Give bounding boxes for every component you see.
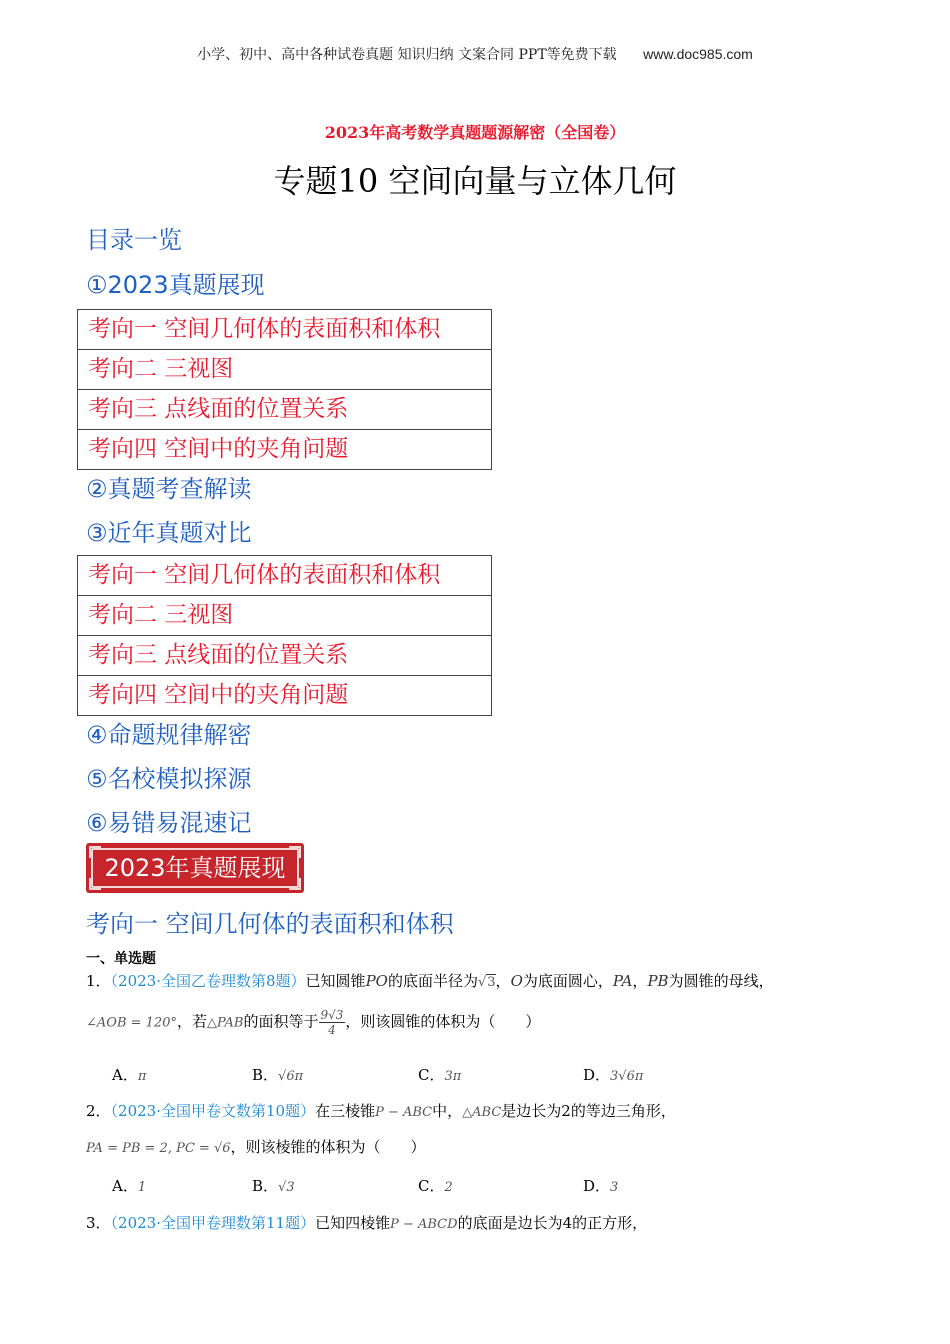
document-title: 专题10 空间向量与立体几何 [273,162,677,200]
question-source: （2023·全国甲卷文数第10题） [110,1102,316,1120]
question-text: ，若 [176,1012,207,1031]
header-text: 小学、初中、高中各种试卷真题 知识归纳 文案合同 PPT等免费下载 [197,47,617,63]
toc-part-2[interactable]: ②真题考查解读 [86,475,252,503]
option-d[interactable] [583,1064,643,1085]
toc-part-3[interactable]: ③近年真题对比 [86,519,252,547]
toc-part-1[interactable]: ①2023真题展现 [86,271,265,299]
math-expr: △PAB [206,1015,244,1031]
question-text: 在三棱锥 [315,1102,376,1120]
section-banner [86,843,304,893]
math-expr: △ABC [462,1105,502,1120]
option-value: √3 [278,1180,295,1195]
option-label: A． [112,1066,138,1084]
math-radicand: 3 [487,975,496,990]
option-c[interactable] [418,1175,453,1196]
question-text: 的底面半径为 [387,972,478,990]
question-source: （2023·全国乙卷理数第8题） [110,972,306,990]
fraction-denominator: 4 [328,1023,336,1037]
question-text: ， [632,972,648,990]
option-value: 2 [444,1180,453,1195]
question-text: 已知圆锥 [305,972,366,990]
option-a[interactable] [112,1064,146,1085]
math-expr: PB [647,972,669,990]
math-expr: √3 [477,975,496,990]
option-value: 3π [444,1069,462,1084]
question-text: 是边长为2的等边三角形， [501,1102,676,1120]
math-expr: PA = PB = 2, PC = √6 [86,1141,231,1156]
page-header [0,44,950,64]
question-text: ， [495,972,511,990]
math-expr: P − ABCD [390,1217,458,1232]
header-site-link[interactable]: www.doc985.com [643,46,753,62]
question-number: 1． [86,972,111,990]
toc-part-5[interactable]: ⑤名校模拟探源 [86,765,252,793]
math-expr: PO [365,972,388,990]
question-2-line-1 [86,1100,676,1121]
banner-text: 2023年真题展现 [104,854,286,882]
math-fraction [319,1008,346,1037]
math-expr: ∠AOB = 120° [86,1015,177,1031]
question-text: 为底面圆心， [522,972,613,990]
section-heading: 考向一 空间几何体的表面积和体积 [86,910,454,938]
question-text: 的面积等于 [243,1012,319,1031]
question-text: 为圆锥的母线， [668,972,774,990]
toc-heading: 目录一览 [86,226,182,254]
toc-part-4[interactable]: ④命题规律解密 [86,721,252,749]
question-text: ，则该棱锥的体积为（ ） [230,1138,426,1156]
option-value: √6π [278,1069,304,1084]
option-label: C． [418,1177,445,1195]
question-1-line-1 [86,970,774,991]
option-b[interactable] [252,1175,295,1196]
toc-item[interactable]: 考向四 空间中的夹角问题 [88,436,349,462]
question-number: 2． [86,1102,111,1120]
toc-item[interactable]: 考向三 点线面的位置关系 [78,636,491,676]
question-type-label: 一、单选题 [86,951,156,967]
option-value: 1 [137,1180,147,1195]
toc-part-6[interactable]: ⑥易错易混速记 [86,809,252,837]
option-value: 3 [610,1180,619,1195]
question-1-line-2 [86,1008,540,1037]
toc-item[interactable]: 考向二 三视图 [78,350,491,390]
question-text: 中， [432,1102,463,1120]
question-2-line-2 [86,1136,426,1157]
question-text: 的底面是边长为4的正方形， [457,1214,648,1232]
question-source: （2023·全国甲卷理数第11题） [110,1214,316,1232]
option-a[interactable] [112,1175,146,1196]
math-expr: P − ABC [375,1105,433,1120]
question-3-line-1 [86,1212,647,1233]
option-value: π [137,1069,147,1084]
option-label: D． [583,1177,611,1195]
option-c[interactable] [418,1064,461,1085]
toc-group-1 [77,309,492,470]
option-label: A． [112,1177,138,1195]
option-label: B． [252,1066,279,1084]
option-label: C． [418,1066,445,1084]
question-text: 已知四棱锥 [315,1214,391,1232]
document-subtitle: 2023年高考数学真题题源解密（全国卷） [324,123,626,142]
toc-item[interactable]: 考向一 空间几何体的表面积和体积 [78,556,491,596]
option-label: B． [252,1177,279,1195]
math-expr: O [510,972,523,990]
toc-item[interactable]: 考向四 空间中的夹角问题 [88,682,349,708]
option-value: 3√6π [610,1069,644,1084]
option-label: D． [583,1066,611,1084]
option-d[interactable] [583,1175,618,1196]
option-b[interactable] [252,1064,303,1085]
fraction-numerator: 9√3 [320,1008,344,1022]
toc-item[interactable]: 考向三 点线面的位置关系 [78,390,491,430]
math-expr: PA [612,972,633,990]
question-text: ，则该圆锥的体积为（ ） [345,1012,541,1031]
toc-group-2 [77,555,492,716]
toc-item[interactable]: 考向一 空间几何体的表面积和体积 [78,310,491,350]
toc-item[interactable]: 考向二 三视图 [78,596,491,636]
question-number: 3． [86,1214,111,1232]
